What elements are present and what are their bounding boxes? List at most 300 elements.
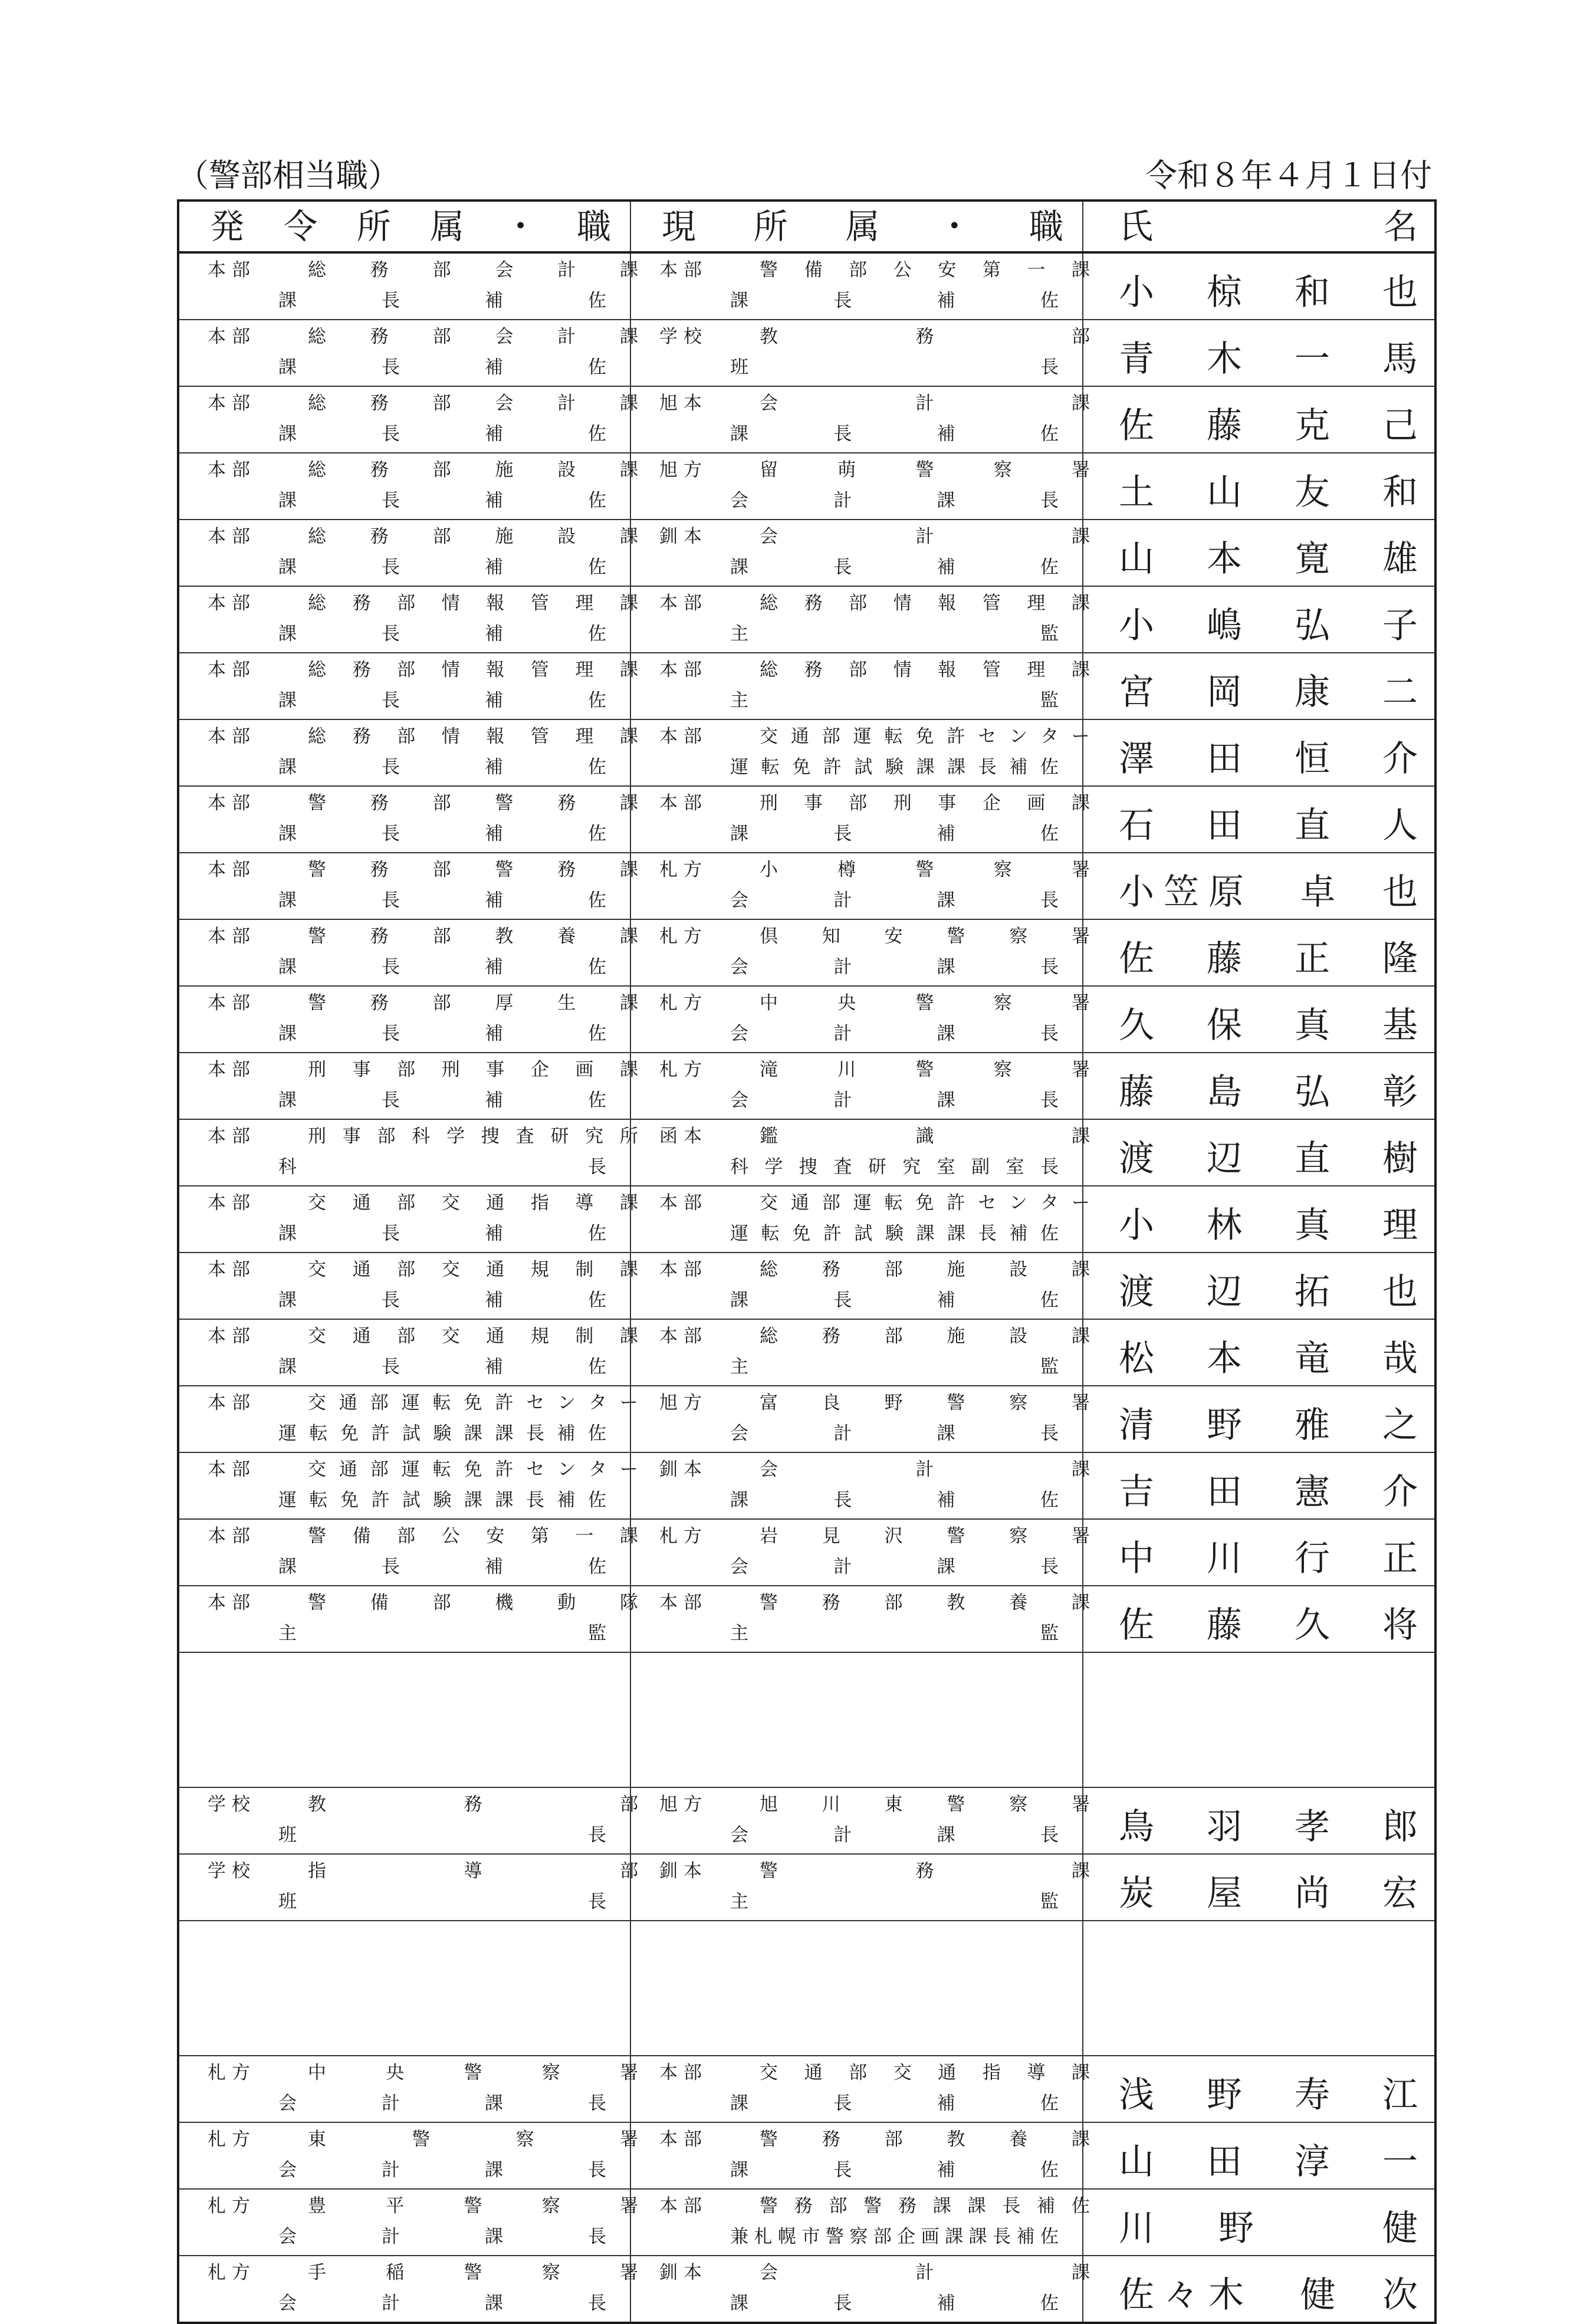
table-row [178,653,1435,719]
department-name: 岩 見 沢 警 察 署 [760,1526,1090,1547]
org-prefix: 本部 [659,1192,708,1214]
department-name: 警 務 部 教 養 課 [308,926,638,947]
new-post-cell [178,1787,638,1854]
org-prefix: 本部 [208,326,256,347]
blank-cell [1083,1921,1435,2056]
department-name: 会 計 課 [760,393,1090,414]
org-prefix: 釧本 [659,2262,708,2283]
org-prefix: 本部 [659,2195,708,2217]
blank-cell [178,1652,630,1787]
department-name: 交 通 部 交 通 指 導 課 [308,1192,638,1214]
new-post-cell [178,919,638,986]
org-prefix: 本部 [208,726,256,747]
name-cell [1083,2122,1435,2189]
department-name: 会 計 課 [760,2262,1090,2283]
name-cell [1083,1253,1435,1319]
department-name: 手 稲 警 察 署 [308,2262,638,2283]
person-name: 宮 岡 康 二 [1119,672,1418,713]
department-name: 総 務 部 施 設 課 [760,1259,1090,1280]
org-prefix: 本部 [208,1392,256,1414]
person-name: 鳥 羽 孝 郎 [1119,1806,1418,1848]
org-prefix: 函本 [659,1126,708,1147]
person-name: 炭 屋 尚 宏 [1119,1873,1418,1914]
department-name: 刑 事 部 刑 事 企 画 課 [308,1059,638,1080]
current-post-cell [630,986,1090,1053]
new-post-cell [178,1586,638,1652]
table-row [178,1119,1435,1186]
name-cell [1083,1119,1435,1186]
department-name: 小 樽 警 察 署 [760,859,1090,880]
name-cell [1083,586,1435,653]
department-name: 交 通 部 交 通 規 制 課 [308,1326,638,1347]
department-name: 総 務 部 情 報 管 理 課 [308,726,638,747]
department-name: 富 良 野 警 察 署 [760,1392,1090,1414]
department-name: 滝 川 警 察 署 [760,1059,1090,1080]
department-name: 倶 知 安 警 察 署 [760,926,1090,947]
department-name: 警 備 部 公 安 第 一 課 [760,259,1090,281]
post-title: 会 計 課 長 [730,890,1059,911]
org-prefix: 札方 [208,2062,256,2083]
department-name: 刑 事 部 科 学 捜 査 研 究 所 [308,1126,638,1147]
department-name: 旭 川 東 警 察 署 [760,1794,1090,1815]
post-title: 課 長 補 佐 [278,623,606,645]
person-name: 青 木 一 馬 [1119,338,1418,380]
new-post-cell [178,853,638,919]
new-post-cell [178,453,638,520]
person-name: 川 野 健 [1119,2208,1418,2249]
new-post-cell [178,1253,638,1319]
department-name: 交 通 部 交 通 規 制 課 [308,1259,638,1280]
person-name: 山 本 寛 雄 [1119,538,1418,580]
department-name: 会 計 課 [760,1459,1090,1480]
post-title: 課 長 補 佐 [278,557,606,578]
department-name: 中 央 警 察 署 [760,992,1090,1014]
org-prefix: 本部 [659,793,708,814]
department-name: 鑑 識 課 [760,1126,1090,1147]
department-name: 教 務 部 [760,326,1090,347]
post-title: 課 長 補 佐 [278,890,606,911]
current-post-cell [630,1787,1090,1854]
post-title: 兼 札 幌 市 警 察 部 企 画 課 課 長 補 佐 [730,2226,1059,2247]
department-name: 総 務 部 会 計 課 [308,259,638,281]
post-title: 課 長 補 佐 [730,423,1059,445]
person-name: 佐 藤 久 将 [1119,1605,1418,1646]
org-prefix: 本部 [208,259,256,281]
person-name: 浅 野 寿 江 [1119,2075,1418,2116]
department-name: 総 務 部 情 報 管 理 課 [308,659,638,681]
new-post-cell [178,320,638,386]
org-prefix: 札方 [659,1059,708,1080]
current-post-cell [630,719,1090,786]
new-post-cell [178,2056,638,2122]
current-post-cell [630,1386,1090,1452]
name-cell [1083,2056,1435,2122]
org-prefix: 旭方 [659,459,708,481]
org-prefix: 本部 [208,1459,256,1480]
department-name: 警 務 課 [760,1860,1090,1882]
department-name: 警 備 部 公 安 第 一 課 [308,1526,638,1547]
table-row [178,586,1435,653]
table-row [178,1854,1435,1921]
department-name: 交 通 部 運 転 免 許 セ ン タ ー [760,1192,1090,1214]
person-name: 松 本 竜 哉 [1119,1338,1418,1379]
name-cell [1083,252,1435,320]
current-post-cell [630,2256,1090,2323]
org-prefix: 本部 [208,1592,256,1613]
current-post-cell [630,520,1090,586]
column-label: 氏 名 [1119,206,1418,246]
current-post-cell [630,252,1090,320]
post-title: 課 長 補 佐 [278,1023,606,1044]
name-cell [1083,653,1435,719]
org-prefix: 本部 [659,2129,708,2150]
post-title: 課 長 補 佐 [730,290,1059,311]
header-new-post [178,200,630,252]
post-title: 課 長 補 佐 [730,1490,1059,1511]
table-row [178,252,1435,320]
org-prefix: 本部 [659,1592,708,1613]
current-post-cell [630,1253,1090,1319]
org-prefix: 本部 [208,1259,256,1280]
new-post-cell [178,386,638,453]
new-post-cell [178,2122,638,2189]
current-post-cell [630,2189,1090,2256]
post-title: 課 長 補 佐 [730,1290,1059,1311]
person-name: 小笠原 卓 也 [1119,872,1418,913]
table-row [178,320,1435,386]
table-row [178,1186,1435,1253]
department-name: 会 計 課 [760,526,1090,547]
table-row [178,986,1435,1053]
name-cell [1083,1586,1435,1652]
department-name: 警 務 部 警 務 課 課 長 補 佐 [760,2195,1090,2217]
column-label: 発 令 所 属 ・ 職 [210,206,611,246]
post-title: 会 計 課 長 [278,2226,606,2247]
post-title: 会 計 課 長 [730,956,1059,978]
current-post-cell [630,919,1090,986]
name-cell [1083,453,1435,520]
org-prefix: 釧本 [659,1860,708,1882]
org-prefix: 釧本 [659,526,708,547]
post-title: 主 監 [730,1356,1059,1378]
org-prefix: 札方 [659,1526,708,1547]
post-title: 課 長 補 佐 [730,557,1059,578]
current-post-cell [630,1186,1090,1253]
post-title: 科 長 [278,1156,606,1178]
org-prefix: 札方 [208,2129,256,2150]
new-post-cell [178,1119,638,1186]
new-post-cell [178,653,638,719]
header-current-post [630,200,1083,252]
category-label: （警部相当職） [177,157,400,194]
org-prefix: 学校 [208,1794,256,1815]
org-prefix: 本部 [208,859,256,880]
org-prefix: 釧本 [659,1459,708,1480]
person-name: 小 嶋 弘 子 [1119,605,1418,646]
department-name: 豊 平 警 察 署 [308,2195,638,2217]
blank-cell [630,1652,1083,1787]
post-title: 主 監 [730,1891,1059,1912]
name-cell [1083,1519,1435,1586]
department-name: 総 務 部 情 報 管 理 課 [760,659,1090,681]
post-title: 会 計 課 長 [730,1423,1059,1444]
new-post-cell [178,1319,638,1386]
table-row [178,786,1435,853]
post-title: 主 監 [730,623,1059,645]
org-prefix: 本部 [208,459,256,481]
post-title: 会 計 課 長 [730,1090,1059,1111]
person-name: 佐々木 健 次 [1119,2274,1418,2316]
org-prefix: 旭方 [659,1392,708,1414]
current-post-cell [630,853,1090,919]
post-title: 課 長 補 佐 [278,1356,606,1378]
person-name: 澤 田 恒 介 [1119,738,1418,780]
table-header-row [178,200,1435,252]
name-cell [1083,1053,1435,1119]
org-prefix: 本部 [659,2062,708,2083]
blank-cell [1083,1652,1435,1787]
person-name: 久 保 真 基 [1119,1005,1418,1046]
person-name: 佐 藤 克 己 [1119,405,1418,446]
org-prefix: 本部 [208,593,256,614]
current-post-cell [630,586,1090,653]
blank-row [178,1652,1435,1787]
person-name: 藤 島 弘 彰 [1119,1071,1418,1113]
name-cell [1083,386,1435,453]
current-post-cell [630,1319,1090,1386]
table-row [178,1519,1435,1586]
post-title: 会 計 課 長 [278,2093,606,2114]
person-name: 渡 辺 拓 也 [1119,1271,1418,1313]
table-row [178,853,1435,919]
personnel-table [177,199,1437,2324]
post-title: 課 長 補 佐 [730,2159,1059,2181]
department-name: 総 務 部 情 報 管 理 課 [308,593,638,614]
name-cell [1083,1452,1435,1519]
org-prefix: 札方 [659,926,708,947]
post-title: 運 転 免 許 試 験 課 課 長 補 佐 [278,1423,606,1444]
post-title: 課 長 補 佐 [730,823,1059,844]
table-row [178,2056,1435,2122]
table-row [178,1787,1435,1854]
name-cell [1083,786,1435,853]
post-title: 主 監 [730,1623,1059,1644]
current-post-cell [630,386,1090,453]
org-prefix: 旭本 [659,393,708,414]
blank-row [178,1921,1435,2056]
current-post-cell [630,1053,1090,1119]
department-name: 交 通 部 交 通 指 導 課 [760,2062,1090,2083]
org-prefix: 本部 [659,259,708,281]
person-name: 中 川 行 正 [1119,1538,1418,1579]
person-name: 渡 辺 直 樹 [1119,1138,1418,1179]
post-title: 課 長 補 佐 [278,1223,606,1244]
post-title: 課 長 補 佐 [278,956,606,978]
table-row [178,919,1435,986]
org-prefix: 本部 [208,992,256,1014]
org-prefix: 札方 [208,2195,256,2217]
department-name: 警 務 部 警 務 課 [308,793,638,814]
name-cell [1083,320,1435,386]
table-row [178,2189,1435,2256]
new-post-cell [178,986,638,1053]
org-prefix: 本部 [208,926,256,947]
post-title: 課 長 補 佐 [278,823,606,844]
table-row [178,2122,1435,2189]
org-prefix: 旭方 [659,1794,708,1815]
org-prefix: 本部 [659,659,708,681]
new-post-cell [178,252,638,320]
person-name: 小 林 真 理 [1119,1205,1418,1246]
name-cell [1083,719,1435,786]
org-prefix: 札方 [208,2262,256,2283]
post-title: 運 転 免 許 試 験 課 課 長 補 佐 [278,1490,606,1511]
post-title: 課 長 補 佐 [278,290,606,311]
department-name: 総 務 部 施 設 課 [760,1326,1090,1347]
person-name: 山 田 淳 一 [1119,2141,1418,2182]
post-title: 会 計 課 長 [730,1556,1059,1577]
department-name: 刑 事 部 刑 事 企 画 課 [760,793,1090,814]
current-post-cell [630,320,1090,386]
org-prefix: 学校 [208,1860,256,1882]
current-post-cell [630,1519,1090,1586]
department-name: 留 萌 警 察 署 [760,459,1090,481]
post-title: 会 計 課 長 [730,490,1059,511]
post-title: 会 計 課 長 [278,2159,606,2181]
org-prefix: 本部 [208,659,256,681]
post-title: 会 計 課 長 [730,1825,1059,1846]
department-name: 警 務 部 教 養 課 [760,2129,1090,2150]
effective-date: 令和８年４月１日付 [1145,157,1432,194]
current-post-cell [630,1586,1090,1652]
post-title: 課 長 補 佐 [730,2093,1059,2114]
post-title: 班 長 [730,357,1059,378]
table-row [178,1386,1435,1452]
post-title: 課 長 補 佐 [278,357,606,378]
new-post-cell [178,1854,638,1921]
person-name: 土 山 友 和 [1119,472,1418,513]
current-post-cell [630,653,1090,719]
post-title: 主 監 [730,690,1059,711]
blank-cell [630,1921,1083,2056]
org-prefix: 本部 [208,1326,256,1347]
current-post-cell [630,453,1090,520]
org-prefix: 本部 [208,526,256,547]
table-row [178,1319,1435,1386]
department-name: 中 央 警 察 署 [308,2062,638,2083]
current-post-cell [630,786,1090,853]
org-prefix: 本部 [208,1526,256,1547]
name-cell [1083,1319,1435,1386]
name-cell [1083,853,1435,919]
new-post-cell [178,719,638,786]
name-cell [1083,1386,1435,1452]
table-row [178,520,1435,586]
new-post-cell [178,2189,638,2256]
department-name: 交 通 部 運 転 免 許 セ ン タ ー [308,1459,638,1480]
department-name: 警 備 部 機 動 隊 [308,1592,638,1613]
new-post-cell [178,1186,638,1253]
org-prefix: 本部 [208,393,256,414]
department-name: 総 務 部 施 設 課 [308,526,638,547]
name-cell [1083,520,1435,586]
person-name: 吉 田 憲 介 [1119,1471,1418,1513]
org-prefix: 本部 [659,1326,708,1347]
new-post-cell [178,520,638,586]
post-title: 課 長 補 佐 [278,690,606,711]
new-post-cell [178,586,638,653]
name-cell [1083,986,1435,1053]
org-prefix: 本部 [659,593,708,614]
department-name: 指 導 部 [308,1860,638,1882]
department-name: 教 務 部 [308,1794,638,1815]
table-row [178,719,1435,786]
table-row [178,1253,1435,1319]
post-title: 班 長 [278,1825,606,1846]
post-title: 班 長 [278,1891,606,1912]
column-label: 現 所 属 ・ 職 [662,206,1063,246]
new-post-cell [178,786,638,853]
current-post-cell [630,2122,1090,2189]
post-title: 課 長 補 佐 [278,423,606,445]
current-post-cell [630,1119,1090,1186]
department-name: 総 務 部 会 計 課 [308,393,638,414]
current-post-cell [630,1854,1090,1921]
name-cell [1083,1186,1435,1253]
org-prefix: 本部 [208,1126,256,1147]
new-post-cell [178,2256,638,2323]
person-name: 石 田 直 人 [1119,805,1418,846]
table-row [178,2256,1435,2323]
current-post-cell [630,1452,1090,1519]
post-title: 課 長 補 佐 [278,1556,606,1577]
post-title: 課 長 補 佐 [278,1090,606,1111]
post-title: 会 計 課 長 [730,1023,1059,1044]
name-cell [1083,2189,1435,2256]
post-title: 課 長 補 佐 [278,757,606,778]
table-row [178,453,1435,520]
name-cell [1083,2256,1435,2323]
new-post-cell [178,1386,638,1452]
department-name: 総 務 部 会 計 課 [308,326,638,347]
person-name: 佐 藤 正 隆 [1119,938,1418,979]
new-post-cell [178,1053,638,1119]
post-title: 会 計 課 長 [278,2293,606,2314]
department-name: 交 通 部 運 転 免 許 セ ン タ ー [308,1392,638,1414]
table-row [178,1452,1435,1519]
org-prefix: 本部 [659,726,708,747]
post-title: 運 転 免 許 試 験 課 課 長 補 佐 [730,1223,1059,1244]
post-title: 科 学 捜 査 研 究 室 副 室 長 [730,1156,1059,1178]
name-cell [1083,1787,1435,1854]
org-prefix: 本部 [208,1192,256,1214]
post-title: 課 長 補 佐 [730,2293,1059,2314]
department-name: 警 務 部 教 養 課 [760,1592,1090,1613]
table-row [178,386,1435,453]
org-prefix: 本部 [208,793,256,814]
post-title: 主 監 [278,1623,606,1644]
post-title: 運 転 免 許 試 験 課 課 長 補 佐 [730,757,1059,778]
org-prefix: 学校 [659,326,708,347]
department-name: 総 務 部 施 設 課 [308,459,638,481]
department-name: 警 務 部 警 務 課 [308,859,638,880]
department-name: 東 警 察 署 [308,2129,638,2150]
new-post-cell [178,1452,638,1519]
name-cell [1083,919,1435,986]
header-name [1083,200,1435,252]
blank-cell [178,1921,630,2056]
new-post-cell [178,1519,638,1586]
